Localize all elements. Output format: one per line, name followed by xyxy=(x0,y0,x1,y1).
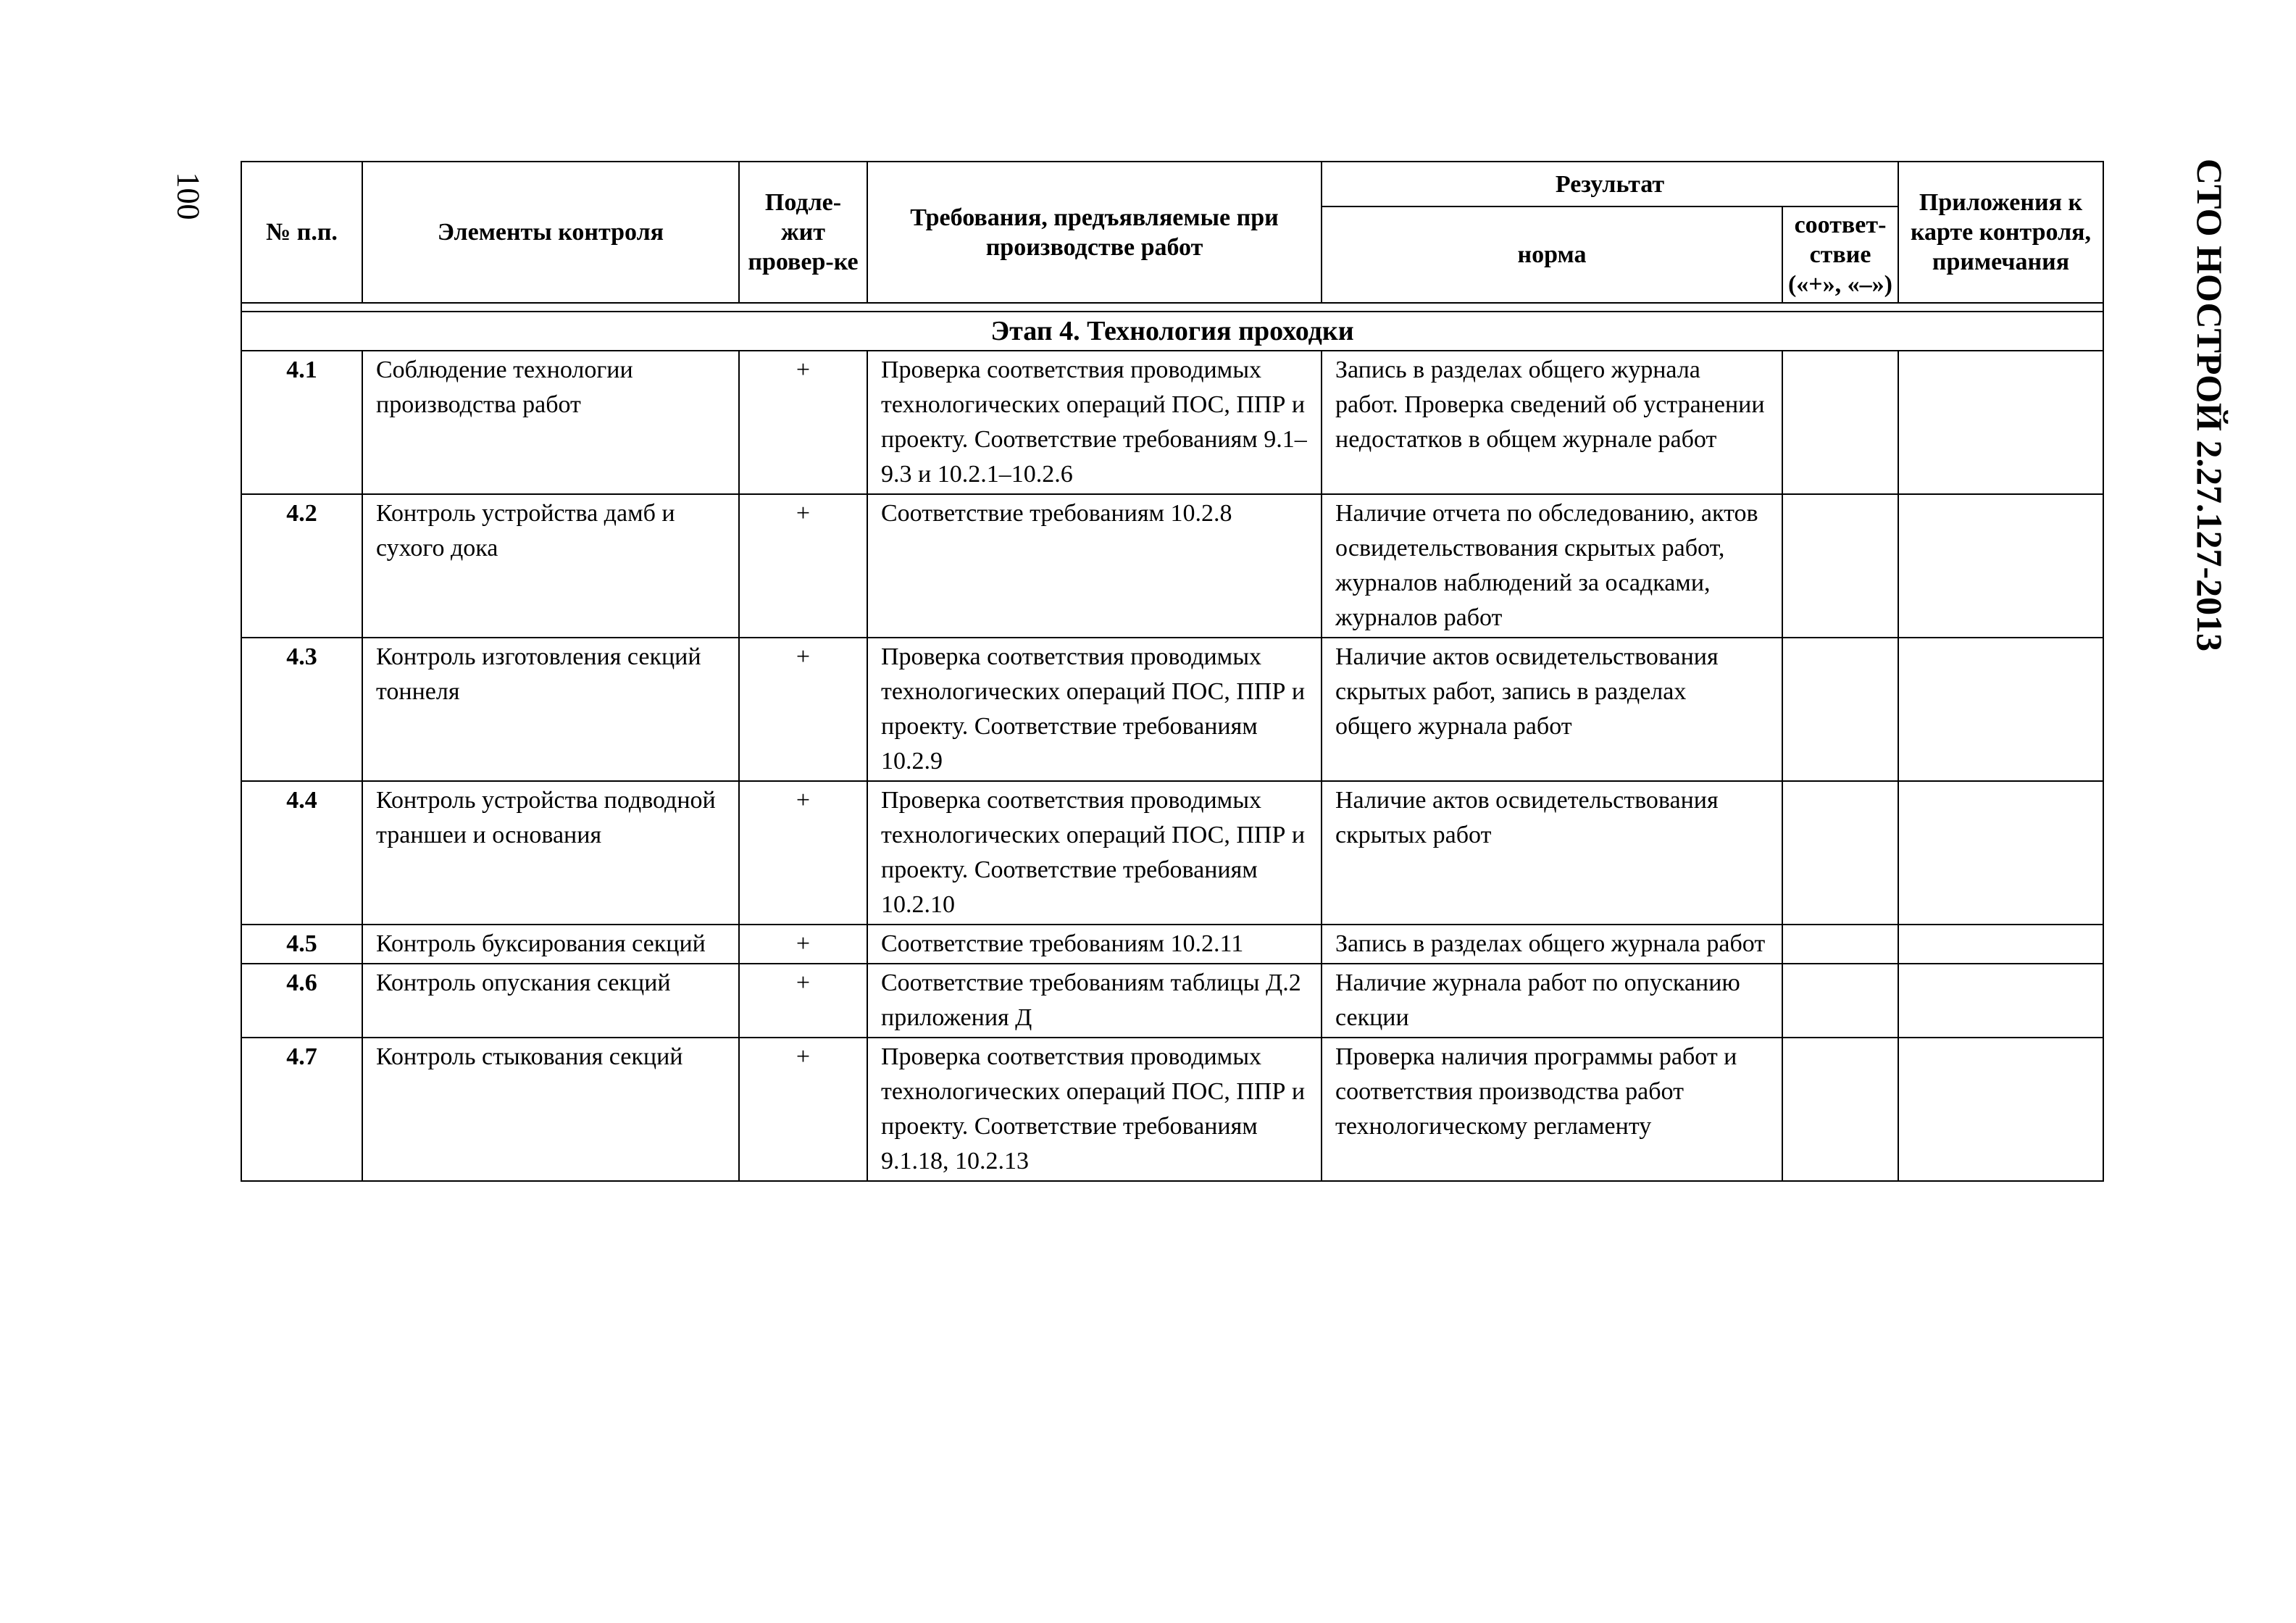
row-number: 4.7 xyxy=(241,1038,362,1181)
row-appendix xyxy=(1898,1038,2103,1181)
row-element: Контроль изготовления секций тоннеля xyxy=(362,638,739,781)
row-appendix xyxy=(1898,781,2103,925)
page-number: 100 xyxy=(170,172,206,220)
row-norm: Наличие журнала работ по опусканию секции xyxy=(1322,964,1782,1038)
row-norm: Запись в разделах общего журнала работ xyxy=(1322,925,1782,964)
row-number: 4.6 xyxy=(241,964,362,1038)
row-compliance xyxy=(1782,925,1898,964)
row-check-mark: + xyxy=(739,925,867,964)
header-elements: Элементы контроля xyxy=(362,162,739,303)
row-element: Контроль устройства дамб и сухого дока xyxy=(362,494,739,638)
row-compliance xyxy=(1782,964,1898,1038)
row-requirement: Соответствие требованиям 10.2.8 xyxy=(867,494,1322,638)
row-number: 4.2 xyxy=(241,494,362,638)
row-element: Контроль устройства подводной траншеи и основания xyxy=(362,781,739,925)
document-code: СТО НОСТРОЙ 2.27.127-2013 xyxy=(2189,158,2230,652)
table-row xyxy=(241,781,2103,925)
table-row xyxy=(241,638,2103,781)
stage-row xyxy=(241,312,2103,351)
table-row xyxy=(241,1038,2103,1181)
row-norm: Запись в разделах общего журнала работ. Проверка сведений об устранении недостатков в общем журнале работ xyxy=(1322,351,1782,494)
header-requirements: Требования, предъявляемые при производстве работ xyxy=(867,162,1322,303)
row-appendix xyxy=(1898,964,2103,1038)
row-appendix xyxy=(1898,351,2103,494)
row-compliance xyxy=(1782,351,1898,494)
table-row xyxy=(241,351,2103,494)
row-requirement: Проверка соответствия проводимых технологических операций ПОС, ППР и проекту. Соответствие требованиям 9.1.18, 10.2.13 xyxy=(867,1038,1322,1181)
row-number: 4.1 xyxy=(241,351,362,494)
row-appendix xyxy=(1898,638,2103,781)
row-check-mark: + xyxy=(739,494,867,638)
header-subject-to-check: Подле-жит провер-ке xyxy=(739,162,867,303)
row-appendix xyxy=(1898,494,2103,638)
row-norm: Наличие отчета по обследованию, актов освидетельствования скрытых работ, журналов наблюдений за осадками, журналов работ xyxy=(1322,494,1782,638)
row-compliance xyxy=(1782,638,1898,781)
row-compliance xyxy=(1782,1038,1898,1181)
row-check-mark: + xyxy=(739,1038,867,1181)
stage-title: Этап 4. Технология проходки xyxy=(241,312,2103,351)
row-element: Контроль стыкования секций xyxy=(362,1038,739,1181)
row-appendix xyxy=(1898,925,2103,964)
row-norm: Наличие актов освидетельствования скрытых работ, запись в разделах общего журнала работ xyxy=(1322,638,1782,781)
row-element: Соблюдение технологии производства работ xyxy=(362,351,739,494)
row-check-mark: + xyxy=(739,964,867,1038)
row-norm: Проверка наличия программы работ и соответствия производства работ технологическому регламенту xyxy=(1322,1038,1782,1181)
row-requirement: Соответствие требованиям таблицы Д.2 приложения Д xyxy=(867,964,1322,1038)
row-element: Контроль буксирования секций xyxy=(362,925,739,964)
header-separator xyxy=(241,303,2103,312)
table-row xyxy=(241,494,2103,638)
row-element: Контроль опускания секций xyxy=(362,964,739,1038)
row-compliance xyxy=(1782,494,1898,638)
row-requirement: Проверка соответствия проводимых технологических операций ПОС, ППР и проекту. Соответствие требованиям 10.2.10 xyxy=(867,781,1322,925)
row-requirement: Проверка соответствия проводимых технологических операций ПОС, ППР и проекту. Соответствие требованиям 10.2.9 xyxy=(867,638,1322,781)
header-appendix: Приложения к карте контроля, примечания xyxy=(1898,162,2103,303)
header-compliance: соответ-ствие («+», «–») xyxy=(1782,206,1898,303)
row-check-mark: + xyxy=(739,781,867,925)
header-num: № п.п. xyxy=(241,162,362,303)
table-row xyxy=(241,925,2103,964)
header-norm: норма xyxy=(1322,206,1782,303)
row-number: 4.4 xyxy=(241,781,362,925)
control-table xyxy=(241,161,2104,1182)
row-norm: Наличие актов освидетельствования скрытых работ xyxy=(1322,781,1782,925)
table-row xyxy=(241,964,2103,1038)
row-requirement: Соответствие требованиям 10.2.11 xyxy=(867,925,1322,964)
row-number: 4.5 xyxy=(241,925,362,964)
row-check-mark: + xyxy=(739,638,867,781)
row-requirement: Проверка соответствия проводимых технологических операций ПОС, ППР и проекту. Соответствие требованиям 9.1–9.3 и 10.2.1–10.2.6 xyxy=(867,351,1322,494)
header-result: Результат xyxy=(1322,162,1898,206)
row-compliance xyxy=(1782,781,1898,925)
row-number: 4.3 xyxy=(241,638,362,781)
row-check-mark: + xyxy=(739,351,867,494)
